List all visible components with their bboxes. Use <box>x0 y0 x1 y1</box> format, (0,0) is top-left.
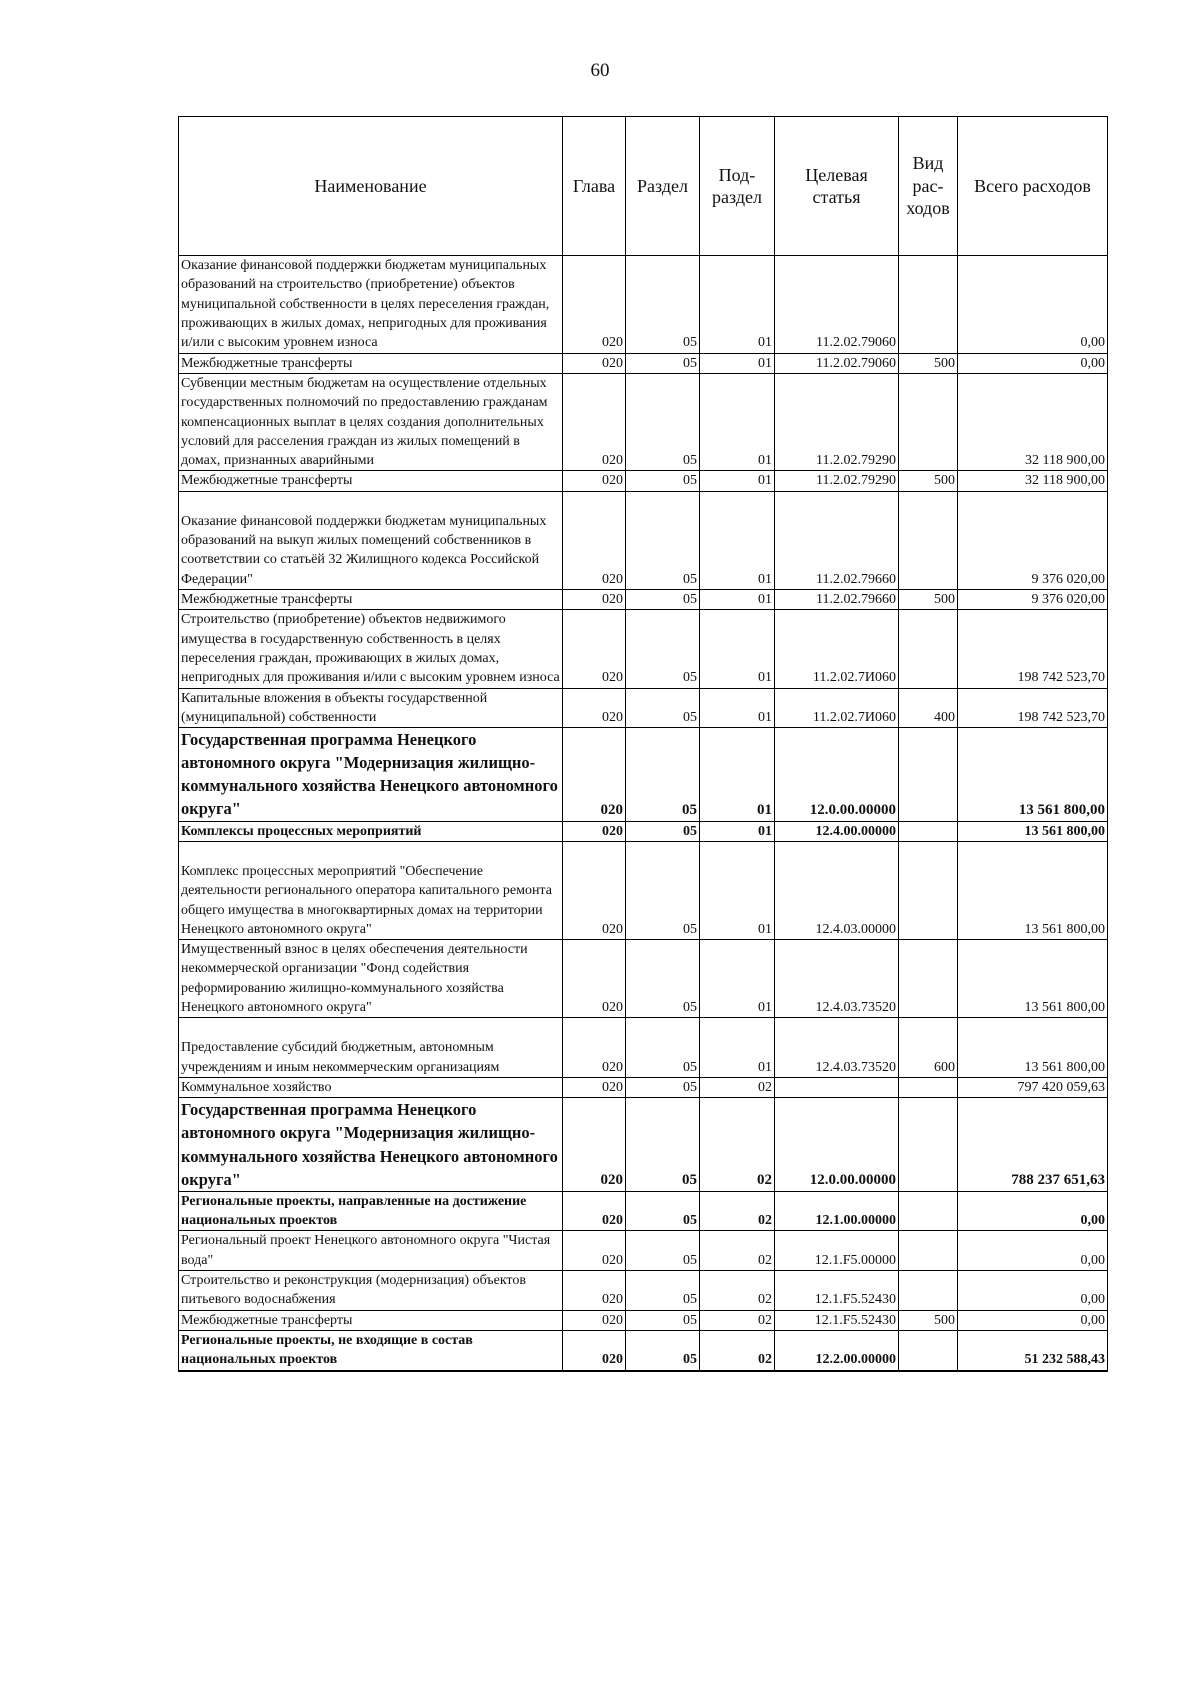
row-vid: 500 <box>899 1310 958 1330</box>
row-glava: 020 <box>563 1018 626 1078</box>
row-name: Региональные проекты, направленные на достижение национальных проектов <box>179 1191 563 1231</box>
row-statya: 11.2.02.79660 <box>775 590 899 610</box>
row-podrazdel: 02 <box>700 1310 775 1330</box>
row-podrazdel: 01 <box>700 728 775 821</box>
row-glava: 020 <box>563 821 626 841</box>
row-total: 32 118 900,00 <box>958 373 1108 471</box>
row-glava: 020 <box>563 841 626 939</box>
table-row <box>179 940 1108 1018</box>
table-row <box>179 1078 1108 1098</box>
row-statya: 12.0.00.00000 <box>775 728 899 821</box>
row-podrazdel: 02 <box>700 1231 775 1271</box>
row-total: 198 742 523,70 <box>958 610 1108 688</box>
row-podrazdel: 01 <box>700 1018 775 1078</box>
row-name: Предоставление субсидий бюджетным, автономным учреждениям и иным некоммерческим организациям <box>179 1018 563 1078</box>
row-total: 0,00 <box>958 1231 1108 1271</box>
row-vid <box>899 373 958 471</box>
row-total: 13 561 800,00 <box>958 821 1108 841</box>
row-total: 0,00 <box>958 256 1108 354</box>
row-razdel: 05 <box>626 1018 700 1078</box>
row-statya: 11.2.02.79060 <box>775 353 899 373</box>
row-vid <box>899 491 958 589</box>
row-name: Коммунальное хозяйство <box>179 1078 563 1098</box>
row-vid: 400 <box>899 688 958 728</box>
row-glava: 020 <box>563 471 626 491</box>
row-total: 0,00 <box>958 353 1108 373</box>
row-total: 0,00 <box>958 1191 1108 1231</box>
table-row <box>179 821 1108 841</box>
row-razdel: 05 <box>626 1231 700 1271</box>
table-row <box>179 1191 1108 1231</box>
row-podrazdel: 01 <box>700 688 775 728</box>
table-row <box>179 1098 1108 1191</box>
row-razdel: 05 <box>626 471 700 491</box>
row-razdel: 05 <box>626 940 700 1018</box>
row-name: Межбюджетные трансферты <box>179 353 563 373</box>
header-total: Всего расходов <box>958 117 1108 256</box>
row-name: Государственная программа Ненецкого автономного округа "Модернизация жилищно-коммунального хозяйства Ненецкого автономного округа" <box>179 728 563 821</box>
row-vid <box>899 1098 958 1191</box>
table-row <box>179 373 1108 471</box>
row-name: Оказание финансовой поддержки бюджетам муниципальных образований на выкуп жилых помещений собственников в соответствии со статьёй 32 Жилищного кодекса Российской Федерации" <box>179 491 563 589</box>
row-statya: 11.2.02.79290 <box>775 373 899 471</box>
row-podrazdel: 01 <box>700 821 775 841</box>
row-glava: 020 <box>563 491 626 589</box>
row-total: 9 376 020,00 <box>958 491 1108 589</box>
row-glava: 020 <box>563 1078 626 1098</box>
row-total: 9 376 020,00 <box>958 590 1108 610</box>
row-total: 13 561 800,00 <box>958 1018 1108 1078</box>
row-name: Межбюджетные трансферты <box>179 590 563 610</box>
row-podrazdel: 01 <box>700 471 775 491</box>
row-name: Межбюджетные трансферты <box>179 1310 563 1330</box>
page-number: 60 <box>590 60 610 81</box>
row-glava: 020 <box>563 688 626 728</box>
row-vid <box>899 1270 958 1310</box>
row-vid: 500 <box>899 590 958 610</box>
row-total: 13 561 800,00 <box>958 940 1108 1018</box>
row-name: Государственная программа Ненецкого автономного округа "Модернизация жилищно-коммунального хозяйства Ненецкого автономного округа" <box>179 1098 563 1191</box>
table-row <box>179 1018 1108 1078</box>
row-razdel: 05 <box>626 821 700 841</box>
row-statya: 12.0.00.00000 <box>775 1098 899 1191</box>
row-glava: 020 <box>563 353 626 373</box>
table-row <box>179 610 1108 688</box>
row-statya: 12.1.F5.52430 <box>775 1270 899 1310</box>
row-podrazdel: 01 <box>700 841 775 939</box>
row-razdel: 05 <box>626 373 700 471</box>
row-vid <box>899 821 958 841</box>
header-vid: Вид рас- ходов <box>899 117 958 256</box>
row-vid <box>899 1231 958 1271</box>
row-razdel: 05 <box>626 1270 700 1310</box>
table-row <box>179 688 1108 728</box>
row-glava: 020 <box>563 590 626 610</box>
row-razdel: 05 <box>626 841 700 939</box>
row-vid <box>899 256 958 354</box>
row-razdel: 05 <box>626 1078 700 1098</box>
table-row <box>179 1231 1108 1271</box>
row-razdel: 05 <box>626 1330 700 1370</box>
row-glava: 020 <box>563 940 626 1018</box>
row-total: 788 237 651,63 <box>958 1098 1108 1191</box>
table-row <box>179 728 1108 821</box>
row-podrazdel: 02 <box>700 1330 775 1370</box>
row-glava: 020 <box>563 1310 626 1330</box>
row-razdel: 05 <box>626 1310 700 1330</box>
table-row <box>179 353 1108 373</box>
row-glava: 020 <box>563 1098 626 1191</box>
row-vid: 600 <box>899 1018 958 1078</box>
table-row <box>179 256 1108 354</box>
row-vid <box>899 1330 958 1370</box>
row-glava: 020 <box>563 1231 626 1271</box>
row-glava: 020 <box>563 610 626 688</box>
table-row <box>179 471 1108 491</box>
row-statya: 11.2.02.79290 <box>775 471 899 491</box>
row-glava: 020 <box>563 256 626 354</box>
row-statya: 12.4.00.00000 <box>775 821 899 841</box>
row-podrazdel: 01 <box>700 940 775 1018</box>
row-total: 13 561 800,00 <box>958 841 1108 939</box>
row-statya: 12.1.F5.52430 <box>775 1310 899 1330</box>
row-statya: 11.2.02.7И060 <box>775 688 899 728</box>
row-statya: 12.1.F5.00000 <box>775 1231 899 1271</box>
row-total: 51 232 588,43 <box>958 1330 1108 1370</box>
row-name: Оказание финансовой поддержки бюджетам муниципальных образований на строительство (приобретение) объектов муниципальной собственности в целях переселения граждан, проживающих в жилых домах, непригодных для проживания и/или с высоким уровнем износа <box>179 256 563 354</box>
row-razdel: 05 <box>626 610 700 688</box>
row-podrazdel: 01 <box>700 353 775 373</box>
row-razdel: 05 <box>626 590 700 610</box>
row-statya: 11.2.02.79060 <box>775 256 899 354</box>
row-name: Региональные проекты, не входящие в состав национальных проектов <box>179 1330 563 1370</box>
row-statya: 11.2.02.7И060 <box>775 610 899 688</box>
row-statya: 12.4.03.73520 <box>775 1018 899 1078</box>
row-razdel: 05 <box>626 688 700 728</box>
table-row <box>179 1270 1108 1310</box>
header-glava: Глава <box>563 117 626 256</box>
row-vid <box>899 610 958 688</box>
row-glava: 020 <box>563 1191 626 1231</box>
header-name: Наименование <box>179 117 563 256</box>
row-name: Капитальные вложения в объекты государственной (муниципальной) собственности <box>179 688 563 728</box>
row-name: Комплексы процессных мероприятий <box>179 821 563 841</box>
row-razdel: 05 <box>626 256 700 354</box>
table-row <box>179 491 1108 589</box>
row-vid: 500 <box>899 471 958 491</box>
row-podrazdel: 02 <box>700 1098 775 1191</box>
row-razdel: 05 <box>626 1098 700 1191</box>
table-row <box>179 1310 1108 1330</box>
row-statya: 12.2.00.00000 <box>775 1330 899 1370</box>
row-podrazdel: 02 <box>700 1078 775 1098</box>
row-total: 32 118 900,00 <box>958 471 1108 491</box>
row-vid <box>899 940 958 1018</box>
table-row <box>179 841 1108 939</box>
row-razdel: 05 <box>626 491 700 589</box>
row-glava: 020 <box>563 373 626 471</box>
row-total: 0,00 <box>958 1310 1108 1330</box>
row-statya <box>775 1078 899 1098</box>
row-total: 0,00 <box>958 1270 1108 1310</box>
row-podrazdel: 02 <box>700 1270 775 1310</box>
row-vid <box>899 1078 958 1098</box>
row-podrazdel: 01 <box>700 491 775 589</box>
row-name: Имущественный взнос в целях обеспечения деятельности некоммерческой организации "Фонд содействия реформированию жилищно-коммунального хозяйства Ненецкого автономного округа" <box>179 940 563 1018</box>
row-statya: 12.4.03.73520 <box>775 940 899 1018</box>
row-glava: 020 <box>563 728 626 821</box>
row-vid <box>899 841 958 939</box>
header-statya: Целевая статья <box>775 117 899 256</box>
row-statya: 12.1.00.00000 <box>775 1191 899 1231</box>
row-name: Комплекс процессных мероприятий "Обеспечение деятельности регионального оператора капитального ремонта общего имущества в многоквартирных домах на территории Ненецкого автономного округа" <box>179 841 563 939</box>
budget-table <box>178 116 1108 1372</box>
row-podrazdel: 01 <box>700 610 775 688</box>
table-header-row <box>179 117 1108 256</box>
row-razdel: 05 <box>626 1191 700 1231</box>
row-podrazdel: 01 <box>700 590 775 610</box>
header-podrazdel: Под- раздел <box>700 117 775 256</box>
row-statya: 12.4.03.00000 <box>775 841 899 939</box>
row-razdel: 05 <box>626 728 700 821</box>
row-podrazdel: 02 <box>700 1191 775 1231</box>
row-vid <box>899 1191 958 1231</box>
row-total: 198 742 523,70 <box>958 688 1108 728</box>
row-podrazdel: 01 <box>700 373 775 471</box>
row-total: 797 420 059,63 <box>958 1078 1108 1098</box>
row-vid: 500 <box>899 353 958 373</box>
row-razdel: 05 <box>626 353 700 373</box>
row-glava: 020 <box>563 1330 626 1370</box>
header-razdel: Раздел <box>626 117 700 256</box>
row-name: Региональный проект Ненецкого автономного округа "Чистая вода" <box>179 1231 563 1271</box>
row-name: Межбюджетные трансферты <box>179 471 563 491</box>
row-name: Строительство (приобретение) объектов недвижимого имущества в государственную собственность в целях переселения граждан, проживающих в жилых домах, непригодных для проживания и/или с высоким уровнем износа <box>179 610 563 688</box>
row-name: Субвенции местным бюджетам на осуществление отдельных государственных полномочий по предоставлению гражданам компенсационных выплат в целях создания дополнительных условий для расселения граждан из жилых помещений в домах, признанных аварийными <box>179 373 563 471</box>
table-row <box>179 1330 1108 1370</box>
row-podrazdel: 01 <box>700 256 775 354</box>
row-statya: 11.2.02.79660 <box>775 491 899 589</box>
row-name: Строительство и реконструкция (модернизация) объектов питьевого водоснабжения <box>179 1270 563 1310</box>
row-vid <box>899 728 958 821</box>
row-glava: 020 <box>563 1270 626 1310</box>
table-row <box>179 590 1108 610</box>
row-total: 13 561 800,00 <box>958 728 1108 821</box>
